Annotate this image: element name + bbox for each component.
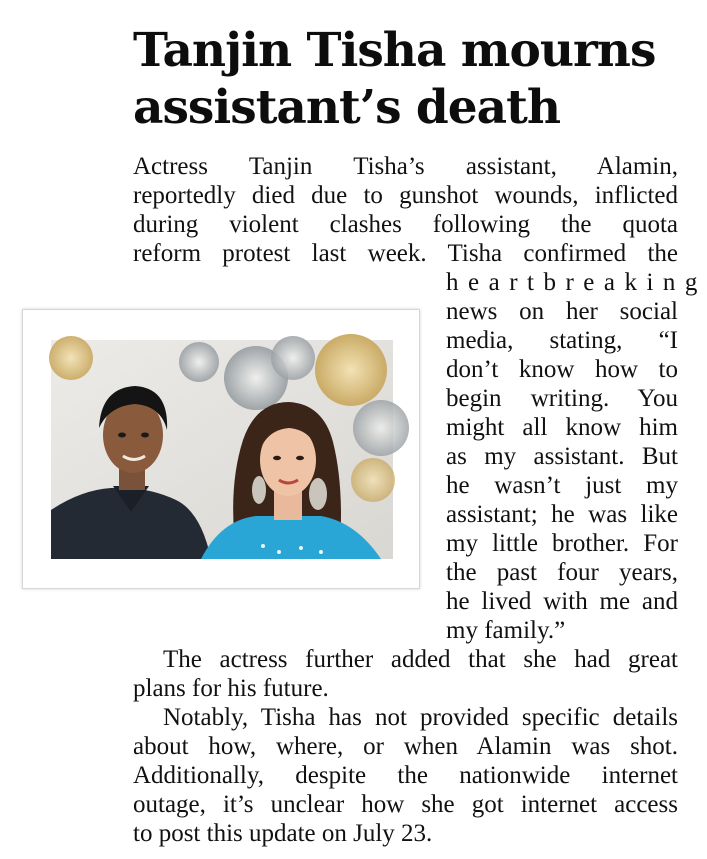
body-line: about how, where, or when Alamin was shot. (133, 733, 678, 760)
body-line: reform protest last week. Tisha confirmed the (133, 240, 678, 267)
body-line: outage, it’s unclear how she got internet access (133, 791, 678, 818)
body-line: news on her social (446, 298, 678, 325)
body-line: as my assistant. But (446, 443, 678, 470)
article-photo (51, 340, 393, 559)
body-line: Actress Tanjin Tisha’s assistant, Alamin, (133, 153, 678, 180)
photo-illustration (51, 340, 393, 559)
body-line: Notably, Tisha has not provided specific details (163, 704, 678, 731)
body-line: plans for his future. (133, 675, 329, 702)
body-line: to post this update on July 23. (133, 820, 433, 847)
body-line: don’t know how to (446, 356, 678, 383)
body-line: Additionally, despite the nationwide internet (133, 762, 678, 789)
body-line: media, stating, “I (446, 327, 678, 354)
body-line: he wasn’t just my (446, 472, 678, 499)
body-line: assistant; he was like (446, 501, 678, 528)
body-line: might all know him (446, 414, 678, 441)
body-line: heartbreaking (446, 269, 707, 296)
body-line: begin writing. You (446, 385, 678, 412)
headline-line: Tanjin Tisha mourns (133, 23, 656, 78)
body-line: The actress further added that she had great (163, 646, 678, 673)
body-line: my little brother. For (446, 530, 678, 557)
body-line: the past four years, (446, 559, 678, 586)
headline (133, 22, 678, 136)
body-line: during violent clashes following the quota (133, 211, 678, 238)
headline-line: assistant’s death (133, 80, 561, 135)
body-line: he lived with me and (446, 588, 678, 615)
body-line: my family.” (446, 617, 566, 644)
photo-frame (22, 309, 420, 589)
body-line: reportedly died due to gunshot wounds, inflicted (133, 182, 678, 209)
